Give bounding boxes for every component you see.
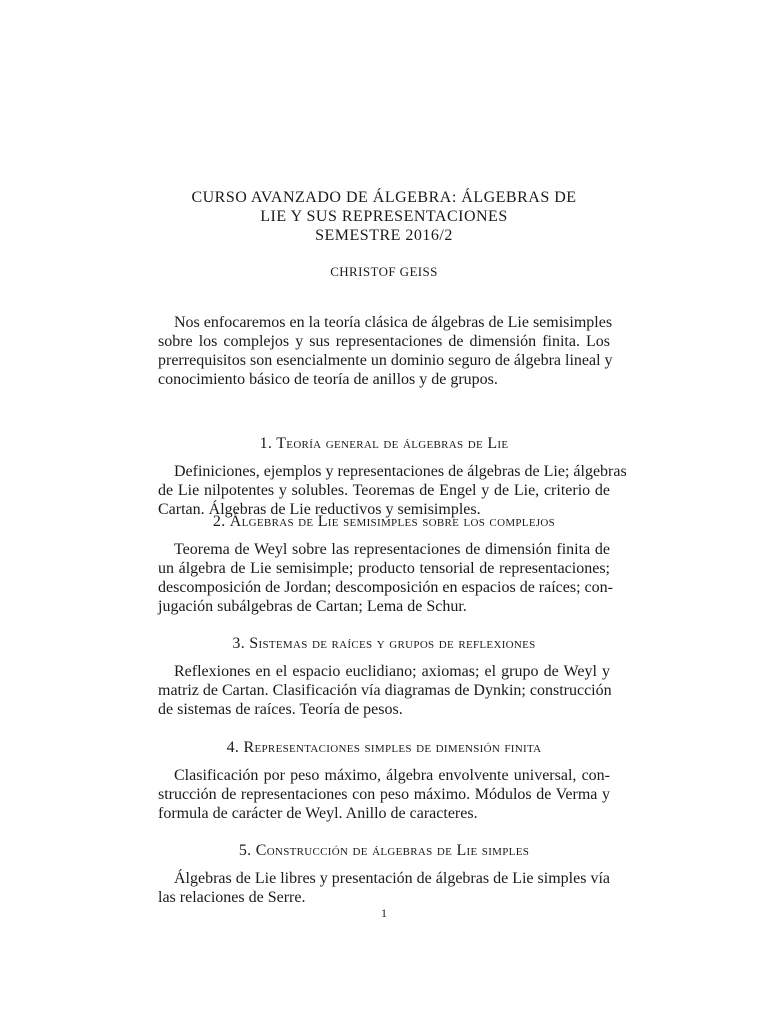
section-line: descomposición de Jordan; descomposición en espacios de raíces; con-	[158, 579, 613, 596]
section-line: Cartan. Álgebras de Lie reductivos y semisimples.	[158, 501, 481, 518]
section-line: matriz de Cartan. Clasificación vía diagramas de Dynkin; construcción	[158, 682, 612, 699]
title-line-2: LIE Y SUS REPRESENTACIONES	[260, 208, 508, 225]
section-line: Álgebras de Lie libres y presentación de álgebras de Lie simples vía	[174, 870, 610, 887]
section-1-paragraph	[158, 462, 627, 519]
page-number: 1	[381, 906, 387, 920]
section-line: Reflexiones en el espacio euclidiano; axiomas; el grupo de Weyl y	[174, 663, 610, 680]
document-title	[0, 188, 768, 245]
section-line: de sistemas de raíces. Teoría de pesos.	[158, 701, 403, 718]
title-line-3: SEMESTRE 2016/2	[315, 227, 453, 244]
intro-paragraph	[158, 313, 613, 389]
title-line-1: CURSO AVANZADO DE ÁLGEBRA: ÁLGEBRAS DE	[191, 189, 577, 206]
intro-line: Nos enfocaremos en la teoría clásica de álgebras de Lie semisimples	[174, 314, 613, 331]
section-line: Clasificación por peso máximo, álgebra envolvente universal, con-	[174, 767, 610, 784]
section-heading-3: 3. Sistemas de raíces y grupos de reflexiones	[232, 635, 536, 652]
section-line: jugación subálgebras de Cartan; Lema de Schur.	[158, 598, 467, 615]
section-heading-1: 1. Teoría general de álgebras de Lie	[259, 435, 509, 452]
section-line: las relaciones de Serre.	[158, 889, 306, 906]
section-heading-2: 2. Álgebras de Lie semisimples sobre los complejos	[212, 513, 556, 530]
author-name: CHRISTOF GEISS	[330, 264, 438, 279]
intro-line: sobre los complejos y sus representaciones de dimensión finita. Los	[158, 333, 610, 350]
intro-line: prerrequisitos son esencialmente un dominio seguro de álgebra lineal y	[158, 352, 613, 369]
section-line: Definiciones, ejemplos y representaciones de álgebras de Lie; álgebras	[174, 463, 627, 480]
section-heading-5: 5. Construcción de álgebras de Lie simples	[238, 842, 530, 859]
section-2-paragraph	[158, 540, 613, 616]
section-line: de Lie nilpotentes y solubles. Teoremas de Engel y de Lie, criterio de	[158, 482, 610, 499]
section-4-paragraph	[158, 766, 610, 823]
section-heading-4: 4. Representaciones simples de dimensión finita	[226, 739, 542, 756]
section-line: un álgebra de Lie semisimple; producto tensorial de representaciones;	[158, 560, 610, 577]
intro-line: conocimiento básico de teoría de anillos y de grupos.	[158, 371, 498, 388]
section-3-paragraph	[158, 662, 610, 719]
section-line: formula de carácter de Weyl. Anillo de caracteres.	[158, 805, 478, 822]
section-line: Teorema de Weyl sobre las representaciones de dimensión finita de	[174, 541, 610, 558]
section-5-paragraph	[158, 869, 610, 907]
section-line: strucción de representaciones con peso máximo. Módulos de Verma y	[158, 786, 610, 803]
